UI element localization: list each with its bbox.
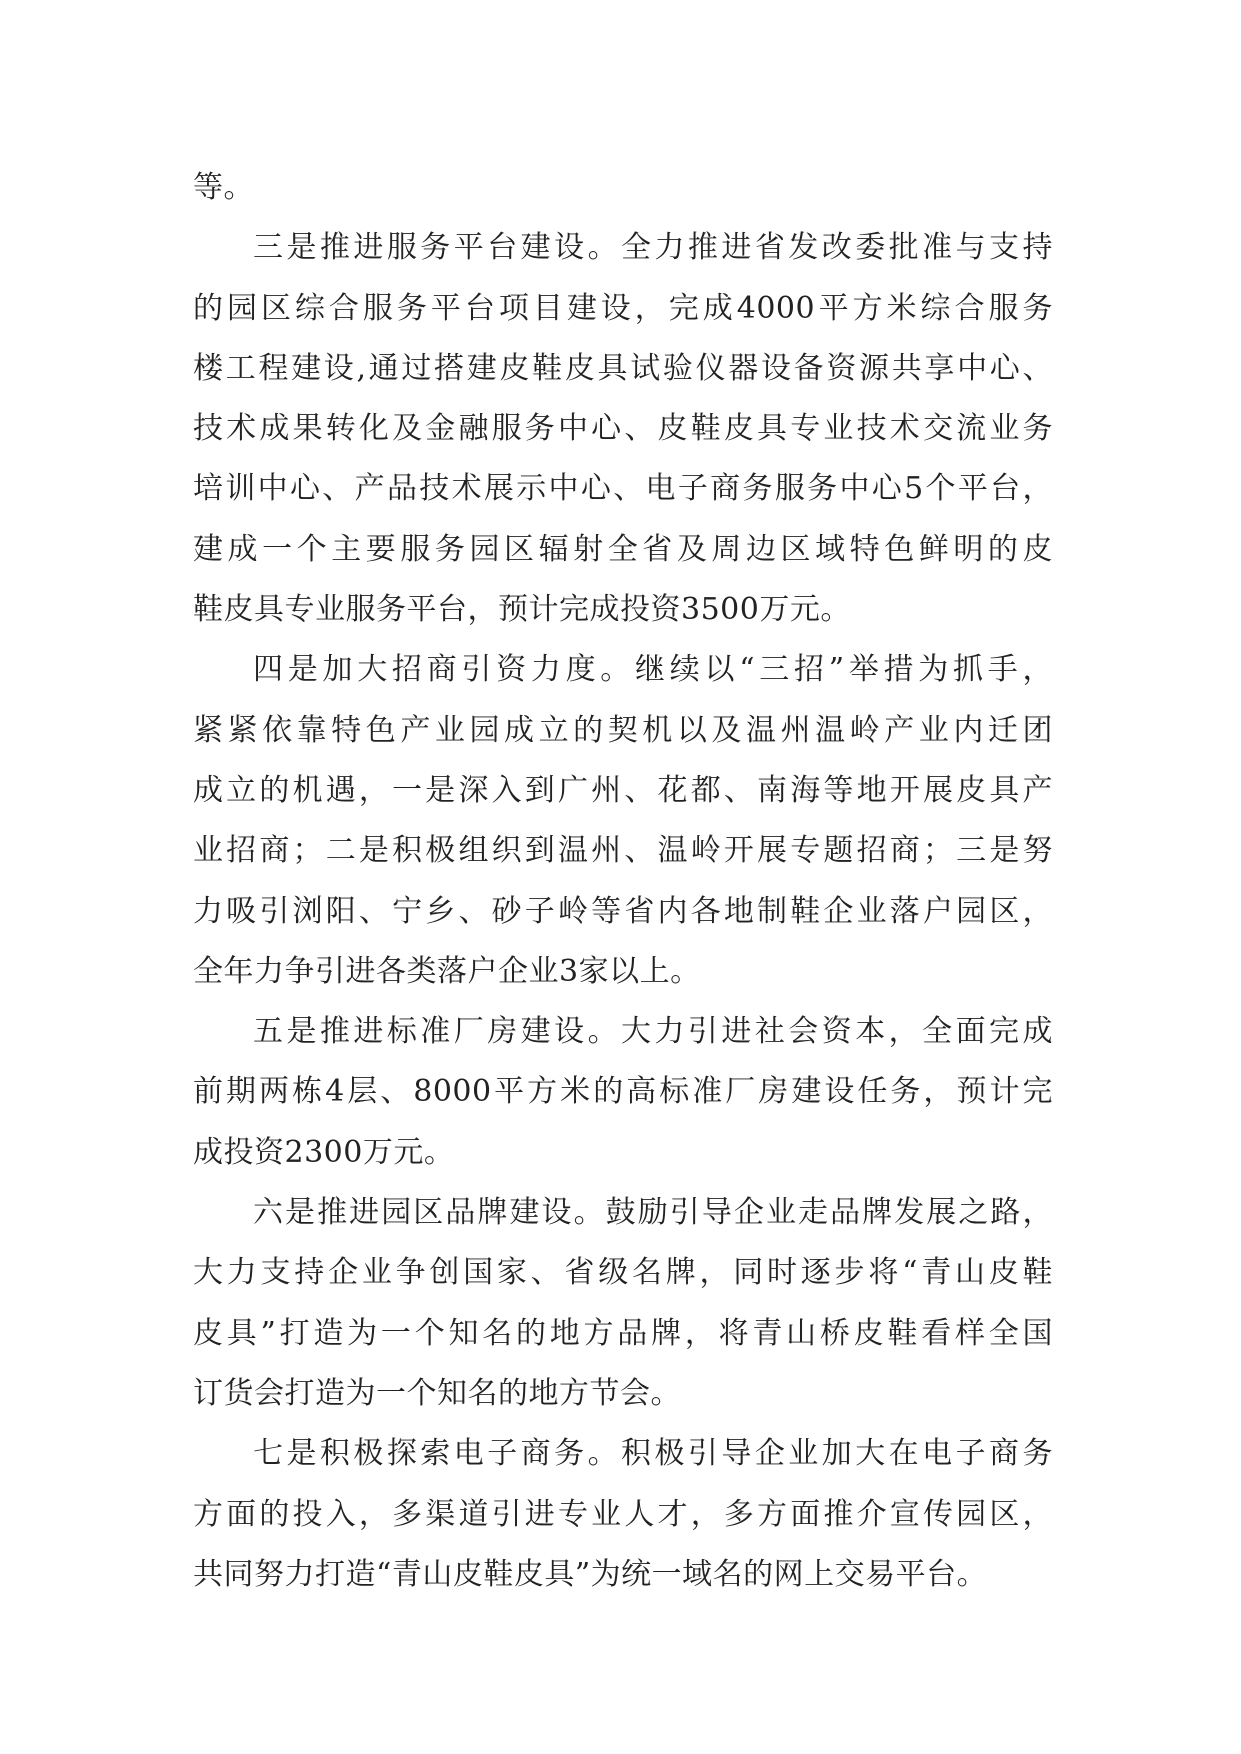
text-line: 订货会打造为一个知名的地方节会。 (193, 1375, 681, 1411)
text-line: 方面的投入，多渠道引进专业人才，多方面推介宣传园区， (193, 1496, 1053, 1532)
text-line: 培训中心、产品技术展示中心、电子商务服务中心5个平台， (193, 471, 1053, 507)
text-line: 大力支持企业争创国家、省级名牌，同时逐步将“青山皮鞋 (193, 1255, 1053, 1291)
text-line: 的园区综合服务平台项目建设，完成4000平方米综合服务 (193, 290, 1053, 326)
text-line: 全年力争引进各类落户企业3家以上。 (193, 953, 701, 989)
paragraph-heading-line: 三是推进服务平台建设。全力推进省发改委批准与支持 (253, 230, 1053, 266)
text-line: 力吸引浏阳、宁乡、砂子岭等省内各地制鞋企业落户园区， (193, 893, 1053, 929)
text-line: 共同努力打造“青山皮鞋皮具”为统一域名的网上交易平台。 (193, 1556, 988, 1592)
paragraph-heading-line: 四是加大招商引资力度。继续以“三招”举措为抓手， (253, 652, 1053, 688)
text-line: 等。 (193, 170, 254, 205)
text-line: 楼工程建设,通过搭建皮鞋皮具试验仪器设备资源共享中心、 (193, 350, 1053, 386)
paragraph-heading-line: 六是推进园区品牌建设。鼓励引导企业走品牌发展之路， (253, 1195, 1053, 1231)
body-text (193, 158, 1053, 1605)
paragraph-heading-line: 七是积极探索电子商务。积极引导企业加大在电子商务 (253, 1436, 1053, 1472)
text-line: 皮具”打造为一个知名的地方品牌，将青山桥皮鞋看样全国 (193, 1315, 1053, 1351)
text-line: 鞋皮具专业服务平台，预计完成投资3500万元。 (193, 592, 851, 628)
text-line: 业招商；二是积极组织到温州、温岭开展专题招商；三是努 (193, 833, 1053, 869)
text-line: 紧紧依靠特色产业园成立的契机以及温州温岭产业内迁团 (193, 712, 1053, 748)
text-line: 建成一个主要服务园区辐射全省及周边区域特色鲜明的皮 (193, 531, 1053, 567)
text-line: 前期两栋4层、8000平方米的高标准厂房建设任务，预计完 (193, 1074, 1053, 1110)
text-line: 成投资2300万元。 (193, 1134, 455, 1170)
paragraph-heading-line: 五是推进标准厂房建设。大力引进社会资本，全面完成 (253, 1014, 1053, 1050)
text-line: 成立的机遇，一是深入到广州、花都、南海等地开展皮具产 (193, 772, 1053, 808)
text-line: 技术成果转化及金融服务中心、皮鞋皮具专业技术交流业务 (193, 411, 1053, 447)
